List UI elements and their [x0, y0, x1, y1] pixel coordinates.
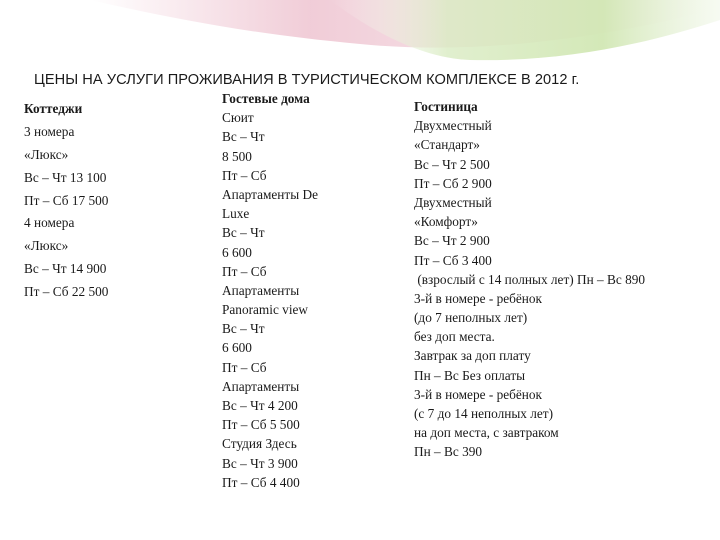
- hotel-line: на доп места, с завтраком: [414, 425, 559, 441]
- hotel-line: 3-й в номере - ребёнок: [414, 386, 543, 402]
- hotel-line: без доп места.: [414, 329, 495, 345]
- cottages-heading: Коттеджи: [24, 101, 83, 116]
- guest-houses-line: Вс – Чт: [222, 129, 265, 145]
- hotel-line: Двухместный: [414, 194, 492, 210]
- guest-houses-heading: Гостевые дома: [222, 91, 310, 106]
- hotel-heading: Гостиница: [414, 99, 478, 114]
- hotel-line: Пт – Сб 3 400: [414, 252, 492, 268]
- banner-green-wave: [330, 0, 720, 60]
- cottages-line: Пт – Сб 22 500: [24, 284, 109, 300]
- cottages-line: Вс – Чт 14 900: [24, 261, 107, 277]
- hotel-line: (взрослый с 14 полных лет) Пн – Вс 890: [414, 271, 646, 287]
- guest-houses-line: Вс – Чт 4 200: [222, 398, 298, 413]
- hotel-line: (с 7 до 14 неполных лет): [414, 406, 554, 421]
- hotel-column: [414, 97, 645, 462]
- guest-houses-line: 6 600: [222, 244, 252, 260]
- guest-houses-line: Пт – Сб: [222, 359, 267, 375]
- cottages-line: Вс – Чт 13 100: [24, 169, 107, 185]
- guest-houses-line: 8 500: [222, 148, 252, 164]
- cottages-line: «Люкс»: [24, 238, 69, 254]
- hotel-line: Завтрак за доп плату: [414, 348, 531, 364]
- cottages-column: [24, 98, 108, 304]
- hotel-line: Пт – Сб 2 900: [414, 175, 492, 191]
- cottages-line: «Люкс»: [24, 146, 69, 162]
- guest-houses-line: Пт – Сб 4 400: [222, 474, 300, 490]
- guest-houses-line: Студия Здесь: [222, 436, 297, 452]
- guest-houses-line: Сюит: [222, 110, 254, 126]
- hotel-line: 3-й в номере - ребёнок: [414, 290, 543, 306]
- hotel-line: «Стандарт»: [414, 137, 480, 153]
- cottages-line: 4 номера: [24, 215, 75, 231]
- guest-houses-line: Вс – Чт: [222, 225, 265, 241]
- cottages-line: Пт – Сб 17 500: [24, 192, 109, 208]
- guest-houses-line: Пт – Сб 5 500: [222, 417, 300, 433]
- decorative-banner: [0, 0, 720, 70]
- hotel-line: Вс – Чт 2 500: [414, 156, 490, 172]
- hotel-line: (до 7 неполных лет): [414, 310, 528, 326]
- guest-houses-line: 6 600: [222, 340, 252, 356]
- guest-houses-line: Panoramic view: [222, 302, 309, 318]
- guest-houses-column: [222, 89, 318, 492]
- hotel-line: Двухместный: [414, 118, 492, 134]
- guest-houses-line: Апартаменты: [222, 282, 300, 298]
- guest-houses-line: Пт – Сб: [222, 263, 267, 279]
- guest-houses-line: Пт – Сб: [222, 167, 267, 183]
- hotel-line: «Комфорт»: [414, 214, 478, 230]
- cottages-line: 3 номера: [24, 123, 75, 139]
- guest-houses-line: Вс – Чт: [222, 321, 265, 337]
- guest-houses-line: Апартаменты De: [222, 186, 318, 202]
- hotel-line: Вс – Чт 2 900: [414, 233, 490, 249]
- guest-houses-line: Вс – Чт 3 900: [222, 455, 298, 471]
- hotel-line: Пн – Вс Без оплаты: [414, 367, 526, 383]
- guest-houses-line: Апартаменты: [222, 378, 300, 394]
- page-title: ЦЕНЫ НА УСЛУГИ ПРОЖИВАНИЯ В ТУРИСТИЧЕСКОМ КОМПЛЕКСЕ В 2012 г.: [34, 72, 580, 88]
- hotel-line: Пн – Вс 390: [414, 444, 483, 460]
- guest-houses-line: Luxe: [222, 206, 250, 222]
